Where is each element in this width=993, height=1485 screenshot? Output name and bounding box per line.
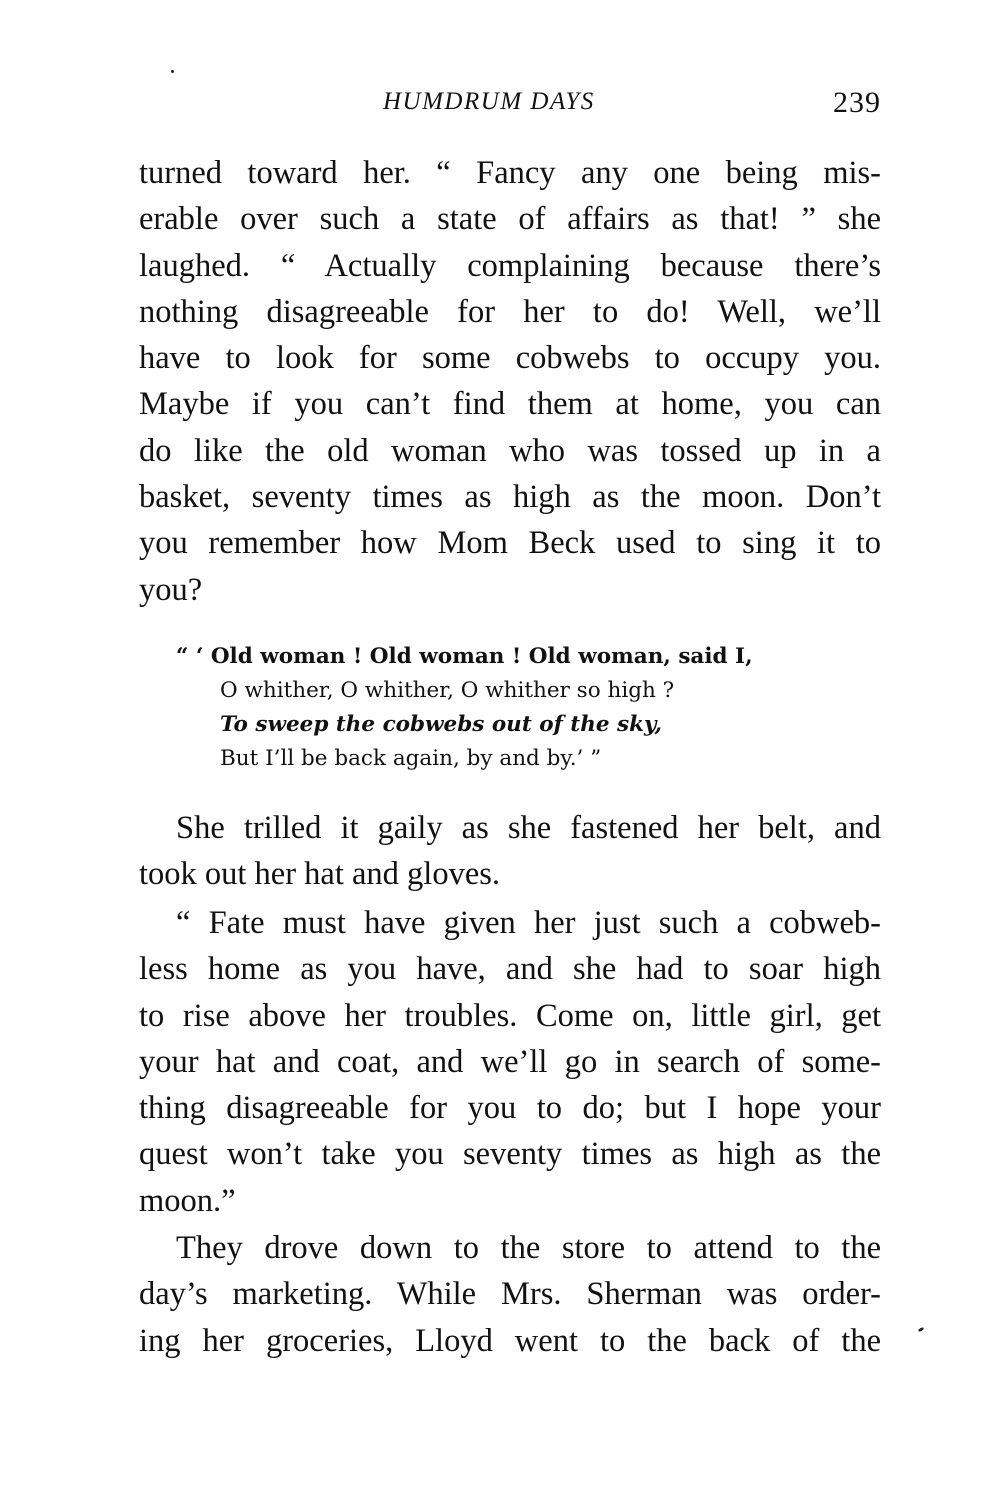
paragraph-1 <box>139 150 881 613</box>
text-line: nothing disagreeable for her to do! Well, we’ll <box>139 293 881 330</box>
text-line: took out her hat and gloves. <box>139 856 501 893</box>
text-line: Maybe if you can’t find them at home, you can <box>139 386 881 423</box>
running-title: HUMDRUM DAYS <box>383 88 595 115</box>
text-line: erable over such a state of affairs as that! ” she <box>139 201 881 238</box>
verse-quote <box>176 640 753 776</box>
page-number: 239 <box>833 86 881 119</box>
text-line: They drove down to the store to attend to the <box>176 1230 881 1266</box>
text-line: laughed. “ Actually complaining because there’s <box>139 247 881 284</box>
verse-line: “ ‘ Old woman ! Old woman ! Old woman, said I, <box>176 644 753 669</box>
verse-line: O whither, O whither, O whither so high ? <box>220 678 675 703</box>
text-line: your hat and coat, and we’ll go in search of some- <box>139 1043 881 1080</box>
paragraph-3 <box>139 900 881 1224</box>
text-line: turned toward her. “ Fancy any one being mis- <box>139 155 881 191</box>
text-line: day’s marketing. While Mrs. Sherman was order- <box>139 1276 881 1313</box>
page-header <box>139 88 881 128</box>
text-line: moon.” <box>139 1182 236 1219</box>
verse-line: But I’ll be back again, by and by.’ ” <box>220 746 602 771</box>
ink-speck <box>918 1327 925 1333</box>
verse-line: To sweep the cobwebs out of the sky, <box>220 712 662 737</box>
text-line: “ Fate must have given her just such a cobweb- <box>176 905 881 941</box>
text-line: have to look for some cobwebs to occupy you. <box>139 340 881 377</box>
text-line: to rise above her troubles. Come on, little girl, get <box>139 997 881 1034</box>
text-line: basket, seventy times as high as the moon. Don’t <box>139 479 881 516</box>
text-line: do like the old woman who was tossed up in a <box>139 432 881 469</box>
text-line: She trilled it gaily as she fastened her belt, and <box>176 810 881 846</box>
text-line: ing her groceries, Lloyd went to the back of the <box>139 1322 881 1359</box>
text-line: you remember how Mom Beck used to sing it to <box>139 525 881 562</box>
text-line: thing disagreeable for you to do; but I hope your <box>139 1090 881 1127</box>
text-line: quest won’t take you seventy times as high as the <box>139 1136 881 1173</box>
paragraph-4 <box>139 1225 881 1364</box>
text-line: you? <box>139 571 203 608</box>
text-line: less home as you have, and she had to soar high <box>139 951 881 988</box>
ink-speck <box>171 70 174 73</box>
paragraph-2 <box>139 805 881 898</box>
